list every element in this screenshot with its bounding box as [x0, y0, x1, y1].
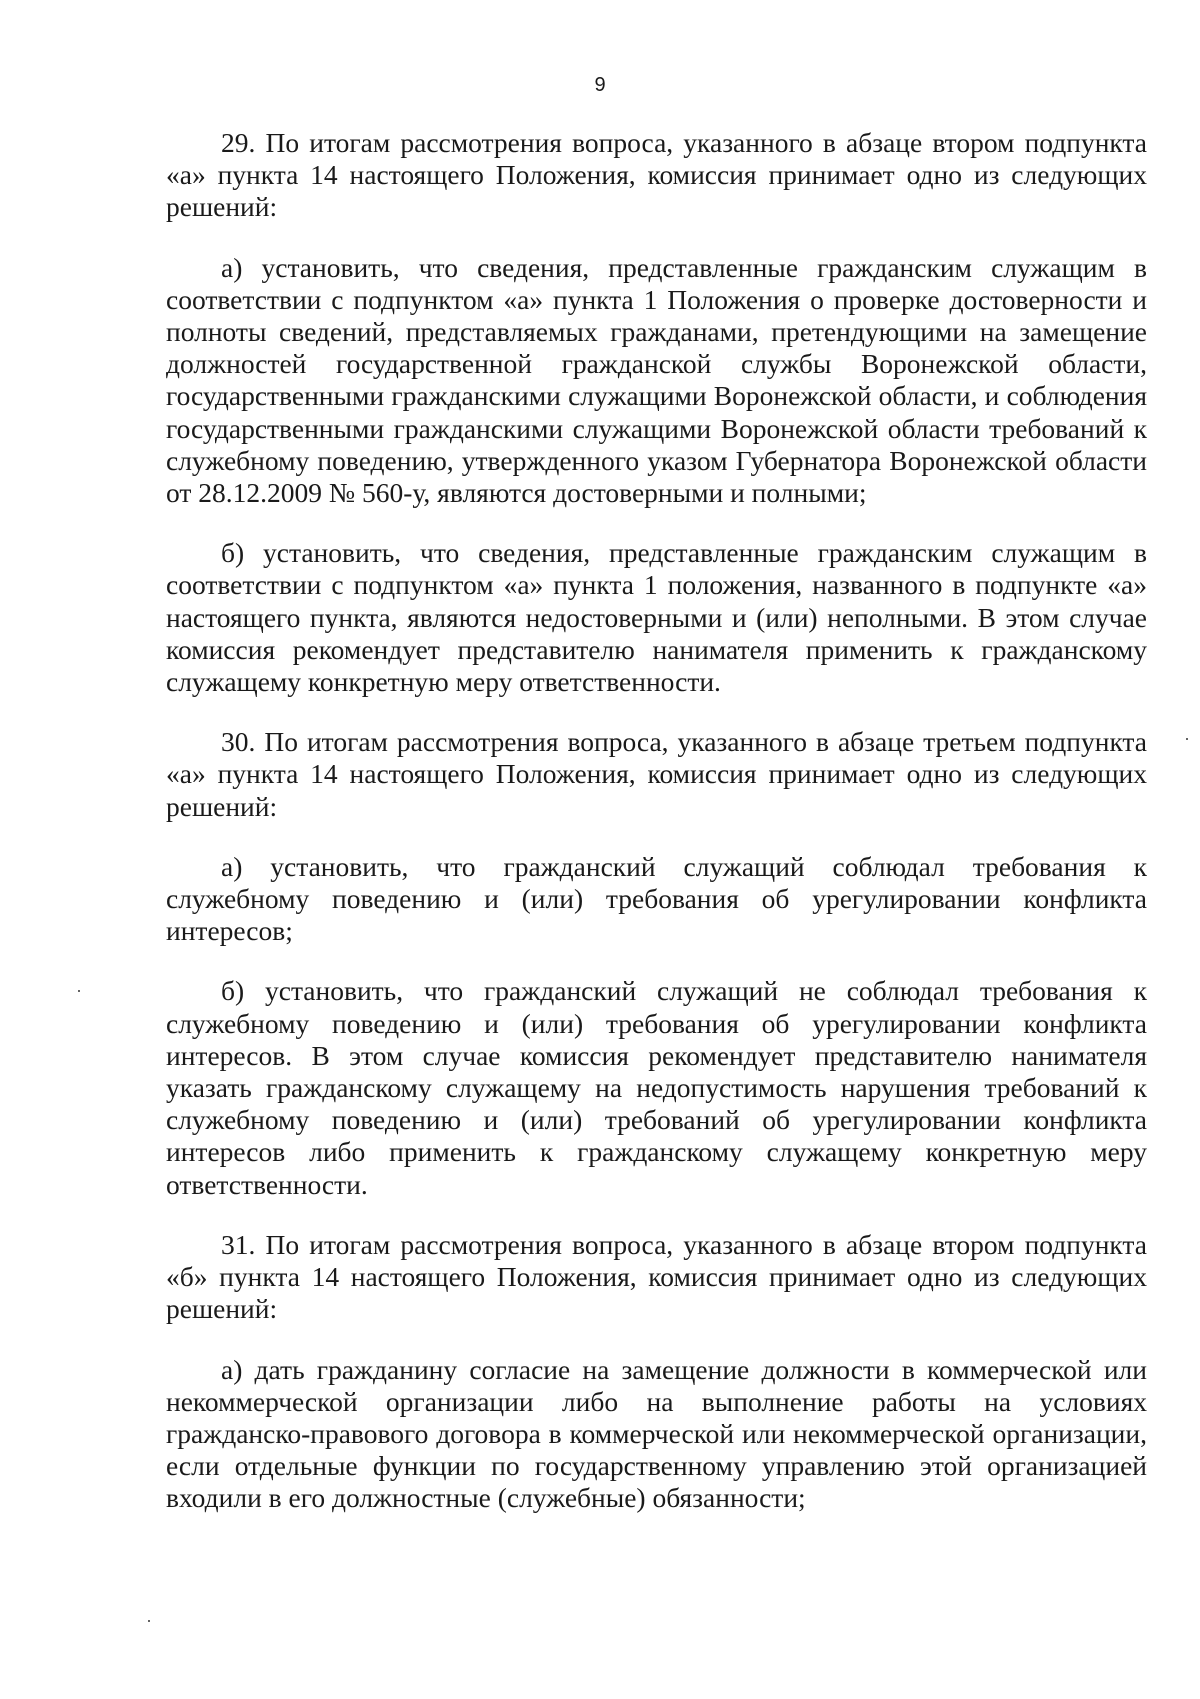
document-body [166, 127, 1147, 1543]
scan-speck [78, 990, 80, 992]
scan-speck [1186, 738, 1188, 740]
paragraph-31-a: а) дать гражданину согласие на замещение должности в коммерческой или некоммерческой организации либо на выполнение работы на условиях гражданско-правового договора в коммерческой или некоммерческой организации, если отдельные функции по государственному управлению этой организацией входили в его должностные (служебные) обязанности; [166, 1353, 1147, 1514]
paragraph-29: 29. По итогам рассмотрения вопроса, указанного в абзаце втором подпункта «а» пункта 14 настоящего Положения, комиссия принимает одно из следующих решений: [166, 127, 1147, 223]
paragraph-30-b: б) установить, что гражданский служащий не соблюдал требования к служебному поведению и (или) требования об урегулировании конфликта интересов. В этом случае комиссия рекомендует представителю нанимателя указать гражданскому служащему на недопустимость нарушения требований к служебному поведению и (или) требований об урегулировании конфликта интересов либо применить к гражданскому служащему конкретную меру ответственности. [166, 975, 1147, 1200]
page-number: 9 [594, 74, 606, 96]
paragraph-30-a: а) установить, что гражданский служащий соблюдал требования к служебному поведению и (или) требования об урегулировании конфликта интересов; [166, 850, 1147, 947]
paragraph-31: 31. По итогам рассмотрения вопроса, указанного в абзаце втором подпункта «б» пункта 14 настоящего Положения, комиссия принимает одно из следующих решений: [166, 1228, 1147, 1325]
paragraph-29-b: б) установить, что сведения, представленные гражданским служащим в соответствии с подпунктом «а» пункта 1 положения, названного в подпункте «а» настоящего пункта, являются недостоверными и (или) неполными. В этом случае комиссия рекомендует представителю нанимателя применить к гражданскому служащему конкретную меру ответственности. [166, 537, 1147, 698]
scan-speck [148, 1620, 150, 1622]
paragraph-29-a: а) установить, что сведения, представленные гражданским служащим в соответствии с подпунктом «а» пункта 1 Положения о проверке достоверности и полноты сведений, представляемых гражданами, претендующими на замещение должностей государственной гражданской службы Воронежской области, государственными гражданскими служащими Воронежской области, и соблюдения государственными гражданскими служащими Воронежской области требований к служебному поведению, утвержденного указом Губернатора Воронежской области от 28.12.2009 № 560-у, являются достоверными и полными; [166, 251, 1147, 509]
paragraph-30: 30. По итогам рассмотрения вопроса, указанного в абзаце третьем подпункта «а» пункта 14 настоящего Положения, комиссия принимает одно из следующих решений: [166, 726, 1147, 822]
